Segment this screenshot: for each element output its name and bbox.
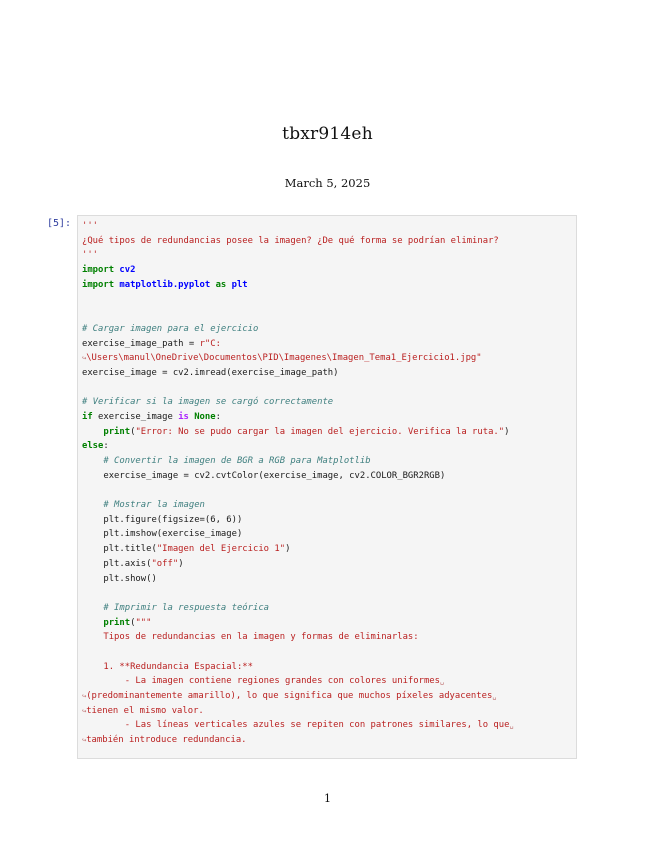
code-token: is [178, 411, 189, 422]
code-line [82, 733, 514, 748]
code-token: ''' [82, 250, 99, 261]
code-token: exercise_image = cv2.imread(exercise_image_path) [82, 367, 339, 378]
code-token: print [103, 426, 131, 437]
code-token: as [215, 279, 227, 290]
code-token: plt.imshow(exercise_image) [82, 529, 243, 540]
code-token: import [82, 279, 115, 290]
code-token: exercise_image [92, 411, 179, 422]
code-line [82, 483, 514, 498]
code-line [82, 351, 514, 366]
code-line [82, 645, 514, 660]
code-token: matplotlib.pyplot [119, 279, 211, 290]
code-token: tienen el mismo valor. [86, 705, 204, 716]
code-token: # Cargar imagen para el ejercicio [82, 323, 259, 334]
code-line [82, 395, 514, 410]
line-continuation-icon: ␣ [440, 677, 445, 686]
code-token: plt.title( [82, 544, 157, 555]
code-token: "Error: No se pudo cargar la imagen del ejercicio. Verifica la ruta." [135, 426, 505, 437]
code-token: Tipos de redundancias en la imagen y formas de eliminarlas: [82, 632, 419, 643]
code-token: (predominantemente amarillo), lo que significa que muchos píxeles adyacentes [86, 691, 493, 701]
code-token: exercise_image = cv2.cvtColor(exercise_image, cv2.COLOR_BGR2RGB) [82, 470, 446, 481]
code-line [82, 307, 514, 322]
code-line [82, 601, 514, 616]
code-token [82, 500, 103, 510]
code-line [82, 219, 514, 234]
code-token: plt.axis( [82, 558, 152, 569]
code-token: "Imagen del Ejercicio 1" [156, 544, 286, 555]
code-token: - Las líneas verticales azules se repiten con patrones similares, lo que [82, 720, 510, 731]
code-line [82, 322, 514, 337]
code-token [82, 618, 103, 628]
code-line [82, 704, 514, 719]
code-token: print [103, 617, 131, 628]
code-line [82, 718, 514, 733]
code-token: \Users\manul\OneDrive\Documentos\PID\Imagenes\Imagen_Tema1_Ejercicio1.jpg" [86, 353, 482, 364]
code-line [82, 292, 514, 307]
code-token [82, 603, 103, 613]
code-line [82, 674, 514, 689]
code-token: ( [130, 426, 136, 437]
document-title: tbxr914eh [282, 124, 373, 144]
code-token: plt.show() [82, 573, 157, 584]
code-token: ¿Qué tipos de redundancias posee la imagen? ¿De qué forma se podrían eliminar? [82, 235, 499, 246]
code-line [82, 557, 514, 572]
code-token: ( [130, 617, 136, 628]
line-continuation-icon: ↪ [82, 736, 87, 745]
line-continuation-icon: ↪ [82, 692, 87, 700]
code-token: if [82, 411, 93, 422]
cell-prompt: [5]: [47, 218, 72, 229]
code-token: cv2 [119, 265, 136, 276]
code-line [82, 425, 514, 440]
code-line [82, 454, 514, 469]
code-block [82, 219, 514, 748]
code-line [82, 630, 514, 645]
code-token: "off" [151, 558, 179, 569]
code-line [82, 616, 514, 631]
code-line [82, 586, 514, 601]
code-line [82, 513, 514, 528]
document-date: March 5, 2025 [284, 176, 371, 190]
code-token: # Mostrar la imagen [103, 500, 205, 511]
code-token: : [103, 441, 109, 452]
code-token: - La imagen contiene regiones grandes con colores uniformes [82, 676, 440, 687]
code-token: también introduce redundancia. [86, 735, 247, 746]
code-line [82, 381, 514, 396]
code-line [82, 248, 514, 263]
code-token [82, 427, 103, 437]
code-token [82, 456, 103, 466]
code-line [82, 469, 514, 484]
code-line [82, 278, 514, 293]
code-token: 1. **Redundancia Espacial:** [82, 661, 253, 672]
code-token: else [82, 441, 104, 452]
line-continuation-icon: ␣ [509, 721, 514, 730]
code-token: plt [231, 279, 248, 290]
code-token: """ [135, 617, 152, 628]
code-line [82, 366, 514, 381]
code-token: import [82, 265, 115, 276]
code-line [82, 689, 514, 704]
code-token: exercise_image_path = [82, 338, 200, 349]
code-token: ''' [82, 221, 99, 231]
code-token: : [215, 411, 221, 422]
code-token: ) [504, 426, 510, 437]
code-token: r"C: [199, 338, 221, 349]
line-continuation-icon: ↪ [82, 354, 87, 363]
code-token: # Verificar si la imagen se cargó correctamente [82, 397, 334, 408]
code-token: ) [285, 544, 291, 555]
line-continuation-icon: ␣ [492, 692, 497, 700]
code-token: None [194, 411, 216, 422]
code-line [82, 234, 514, 249]
code-cell[interactable] [77, 215, 577, 759]
line-continuation-icon: ↪ [82, 706, 87, 715]
code-line [82, 572, 514, 587]
code-line [82, 660, 514, 675]
code-line [82, 439, 514, 454]
code-token: ) [178, 558, 184, 569]
code-line [82, 527, 514, 542]
code-line [82, 263, 514, 278]
code-line [82, 337, 514, 352]
code-line [82, 498, 514, 513]
code-token: plt.figure(figsize=(6, 6)) [82, 514, 243, 525]
page-number: 1 [324, 792, 331, 805]
code-line [82, 542, 514, 557]
code-token: # Imprimir la respuesta teórica [103, 602, 270, 613]
code-line [82, 410, 514, 425]
code-token: # Convertir la imagen de BGR a RGB para Matplotlib [103, 456, 371, 466]
